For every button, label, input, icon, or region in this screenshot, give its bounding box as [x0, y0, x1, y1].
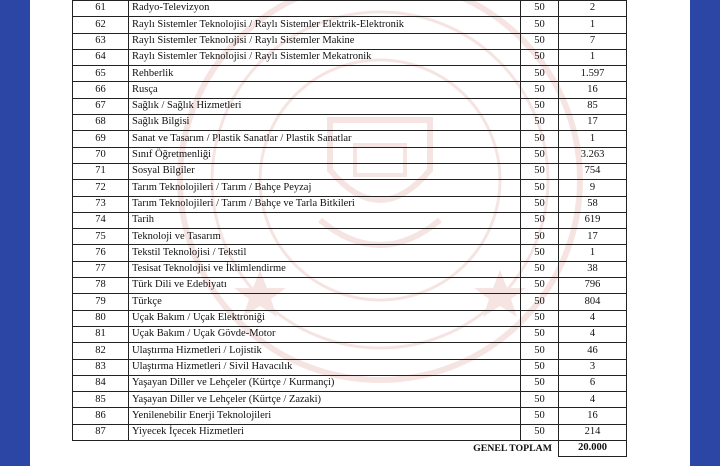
total-value: 20.000 [559, 441, 627, 457]
row-quota: 50 [521, 424, 559, 440]
table-row [73, 359, 627, 375]
row-count: 9 [559, 180, 627, 196]
row-quota: 50 [521, 229, 559, 245]
row-count: 1.597 [559, 66, 627, 82]
row-quota: 50 [521, 278, 559, 294]
table-row [73, 424, 627, 440]
row-name: Rusça [129, 82, 521, 98]
table-row [73, 212, 627, 228]
table-row [73, 82, 627, 98]
row-count: 2 [559, 1, 627, 17]
table-row [73, 66, 627, 82]
row-number: 71 [73, 163, 129, 179]
table-row [73, 261, 627, 277]
row-name: Sağlık / Sağlık Hizmetleri [129, 98, 521, 114]
row-number: 64 [73, 49, 129, 65]
row-number: 85 [73, 392, 129, 408]
row-name: Tekstil Teknolojisi / Tekstil [129, 245, 521, 261]
row-number: 69 [73, 131, 129, 147]
row-quota: 50 [521, 33, 559, 49]
row-number: 84 [73, 375, 129, 391]
row-number: 65 [73, 66, 129, 82]
row-quota: 50 [521, 49, 559, 65]
row-count: 214 [559, 424, 627, 440]
document-page [30, 0, 690, 466]
row-name: Yenilenebilir Enerji Teknolojileri [129, 408, 521, 424]
row-count: 1 [559, 17, 627, 33]
row-quota: 50 [521, 1, 559, 17]
row-name: Sanat ve Tasarım / Plastik Sanatlar / Plastik Sanatlar [129, 131, 521, 147]
row-quota: 50 [521, 310, 559, 326]
row-number: 72 [73, 180, 129, 196]
row-name: Raylı Sistemler Teknolojisi / Raylı Sistemler Makine [129, 33, 521, 49]
row-number: 76 [73, 245, 129, 261]
row-count: 7 [559, 33, 627, 49]
row-name: Tarım Teknolojileri / Tarım / Bahçe Peyzaj [129, 180, 521, 196]
row-quota: 50 [521, 147, 559, 163]
row-name: Tarih [129, 212, 521, 228]
row-name: Türk Dili ve Edebiyatı [129, 278, 521, 294]
row-count: 38 [559, 261, 627, 277]
row-name: Tarım Teknolojileri / Tarım / Bahçe ve Tarla Bitkileri [129, 196, 521, 212]
row-number: 86 [73, 408, 129, 424]
row-name: Sınıf Öğretmenliği [129, 147, 521, 163]
row-name: Türkçe [129, 294, 521, 310]
row-number: 63 [73, 33, 129, 49]
row-count: 619 [559, 212, 627, 228]
row-number: 67 [73, 98, 129, 114]
table-row [73, 115, 627, 131]
table-row [73, 131, 627, 147]
row-quota: 50 [521, 212, 559, 228]
row-name: Radyo-Televizyon [129, 1, 521, 17]
row-quota: 50 [521, 261, 559, 277]
row-name: Raylı Sistemler Teknolojisi / Raylı Sistemler Mekatronik [129, 49, 521, 65]
row-number: 70 [73, 147, 129, 163]
row-quota: 50 [521, 82, 559, 98]
table-row [73, 343, 627, 359]
row-quota: 50 [521, 180, 559, 196]
row-count: 1 [559, 131, 627, 147]
row-count: 16 [559, 408, 627, 424]
table-row [73, 196, 627, 212]
right-blue-frame [690, 0, 720, 466]
table-row [73, 408, 627, 424]
table-row [73, 245, 627, 261]
row-count: 1 [559, 245, 627, 261]
row-name: Ulaştırma Hizmetleri / Sivil Havacılık [129, 359, 521, 375]
row-count: 754 [559, 163, 627, 179]
total-label: GENEL TOPLAM [473, 443, 552, 455]
row-quota: 50 [521, 131, 559, 147]
row-quota: 50 [521, 343, 559, 359]
row-number: 74 [73, 212, 129, 228]
table-row [73, 326, 627, 342]
row-quota: 50 [521, 392, 559, 408]
row-count: 796 [559, 278, 627, 294]
row-quota: 50 [521, 115, 559, 131]
row-count: 17 [559, 115, 627, 131]
row-name: Yiyecek İçecek Hizmetleri [129, 424, 521, 440]
row-count: 804 [559, 294, 627, 310]
row-number: 83 [73, 359, 129, 375]
row-count: 4 [559, 310, 627, 326]
row-number: 80 [73, 310, 129, 326]
row-count: 17 [559, 229, 627, 245]
table-row [73, 294, 627, 310]
row-count: 16 [559, 82, 627, 98]
row-name: Yaşayan Diller ve Lehçeler (Kürtçe / Kurmançi) [129, 375, 521, 391]
row-quota: 50 [521, 98, 559, 114]
row-name: Ulaştırma Hizmetleri / Lojistik [129, 343, 521, 359]
row-quota: 50 [521, 294, 559, 310]
table-row [73, 1, 627, 17]
table-row [73, 163, 627, 179]
row-quota: 50 [521, 196, 559, 212]
row-number: 61 [73, 1, 129, 17]
row-count: 1 [559, 49, 627, 65]
row-quota: 50 [521, 245, 559, 261]
row-number: 66 [73, 82, 129, 98]
row-number: 73 [73, 196, 129, 212]
row-number: 79 [73, 294, 129, 310]
table-row [73, 180, 627, 196]
row-count: 6 [559, 375, 627, 391]
row-quota: 50 [521, 359, 559, 375]
row-number: 87 [73, 424, 129, 440]
row-number: 82 [73, 343, 129, 359]
row-quota: 50 [521, 375, 559, 391]
table-row [73, 278, 627, 294]
row-name: Tesisat Teknolojisi ve İklimlendirme [129, 261, 521, 277]
total-row [73, 441, 627, 457]
row-count: 3 [559, 359, 627, 375]
row-number: 78 [73, 278, 129, 294]
row-quota: 50 [521, 408, 559, 424]
row-number: 62 [73, 17, 129, 33]
row-count: 4 [559, 392, 627, 408]
row-name: Sağlık Bilgisi [129, 115, 521, 131]
row-number: 77 [73, 261, 129, 277]
row-quota: 50 [521, 17, 559, 33]
row-count: 85 [559, 98, 627, 114]
table-row [73, 33, 627, 49]
row-number: 81 [73, 326, 129, 342]
row-count: 46 [559, 343, 627, 359]
quota-table [72, 0, 627, 457]
row-count: 3.263 [559, 147, 627, 163]
row-name: Teknoloji ve Tasarım [129, 229, 521, 245]
table-row [73, 17, 627, 33]
row-number: 68 [73, 115, 129, 131]
row-count: 4 [559, 326, 627, 342]
row-name: Uçak Bakım / Uçak Gövde-Motor [129, 326, 521, 342]
table-row [73, 375, 627, 391]
row-quota: 50 [521, 163, 559, 179]
table-row [73, 392, 627, 408]
table-row [73, 229, 627, 245]
table-row [73, 98, 627, 114]
row-name: Uçak Bakım / Uçak Elektroniği [129, 310, 521, 326]
row-quota: 50 [521, 326, 559, 342]
table-row [73, 147, 627, 163]
row-quota: 50 [521, 66, 559, 82]
table-row [73, 310, 627, 326]
row-name: Sosyal Bilgiler [129, 163, 521, 179]
row-name: Yaşayan Diller ve Lehçeler (Kürtçe / Zazaki) [129, 392, 521, 408]
row-name: Raylı Sistemler Teknolojisi / Raylı Sistemler Elektrik-Elektronik [129, 17, 521, 33]
row-count: 58 [559, 196, 627, 212]
left-blue-frame [0, 0, 30, 466]
table-row [73, 49, 627, 65]
row-name: Rehberlik [129, 66, 521, 82]
row-number: 75 [73, 229, 129, 245]
